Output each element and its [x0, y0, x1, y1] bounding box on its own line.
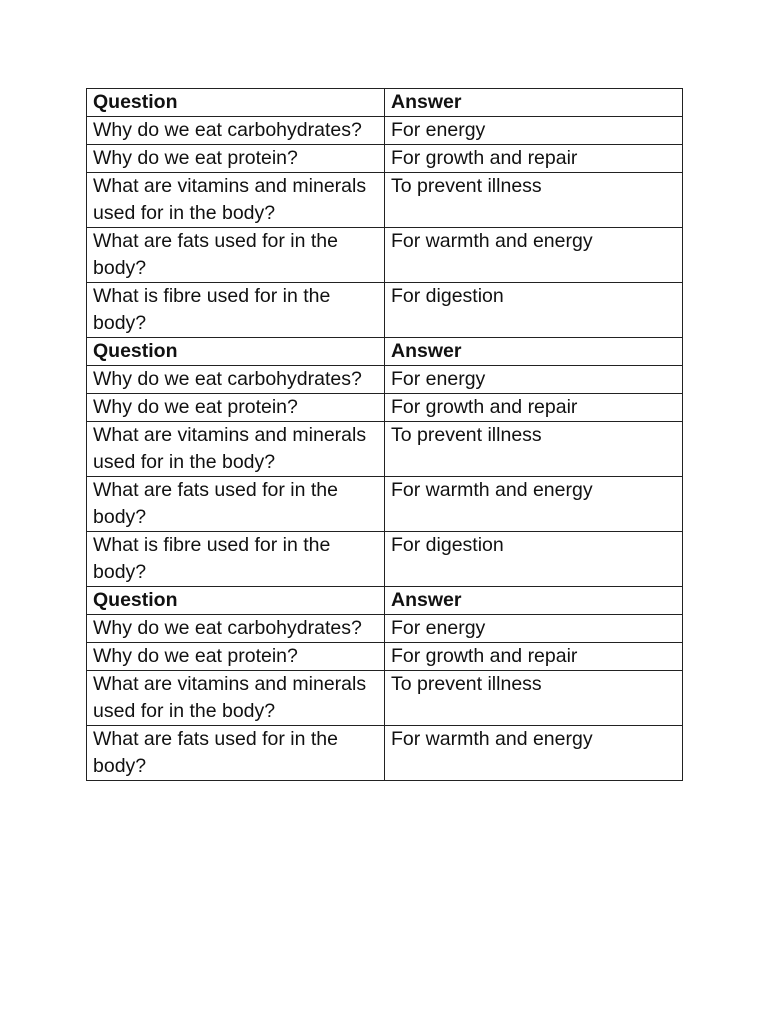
table-row	[87, 532, 683, 587]
header-question: Question	[87, 89, 385, 117]
answer-cell: For warmth and energy	[385, 477, 683, 532]
answer-cell: For digestion	[385, 532, 683, 587]
question-cell: What are fats used for in the body?	[87, 228, 385, 283]
answer-cell: For energy	[385, 117, 683, 145]
table-row	[87, 228, 683, 283]
question-cell: Why do we eat carbohydrates?	[87, 615, 385, 643]
table-header-row	[87, 89, 683, 117]
question-cell: What are fats used for in the body?	[87, 726, 385, 781]
question-cell: Why do we eat carbohydrates?	[87, 117, 385, 145]
answer-cell: To prevent illness	[385, 422, 683, 477]
question-cell: What are vitamins and minerals used for in the body?	[87, 422, 385, 477]
question-cell: Why do we eat protein?	[87, 643, 385, 671]
header-answer: Answer	[385, 89, 683, 117]
answer-cell: For energy	[385, 366, 683, 394]
table-row	[87, 173, 683, 228]
answer-cell: To prevent illness	[385, 173, 683, 228]
question-cell: Why do we eat protein?	[87, 145, 385, 173]
table-header-row	[87, 587, 683, 615]
answer-cell: For growth and repair	[385, 394, 683, 422]
table-row	[87, 366, 683, 394]
question-answer-table	[86, 88, 683, 781]
question-cell: Why do we eat protein?	[87, 394, 385, 422]
table-row	[87, 422, 683, 477]
table-row	[87, 671, 683, 726]
answer-cell: For warmth and energy	[385, 726, 683, 781]
answer-cell: For energy	[385, 615, 683, 643]
header-question: Question	[87, 338, 385, 366]
table-row	[87, 394, 683, 422]
answer-cell: For warmth and energy	[385, 228, 683, 283]
table-row	[87, 145, 683, 173]
question-cell: Why do we eat carbohydrates?	[87, 366, 385, 394]
question-cell: What is fibre used for in the body?	[87, 532, 385, 587]
answer-cell: For digestion	[385, 283, 683, 338]
question-cell: What are vitamins and minerals used for in the body?	[87, 173, 385, 228]
header-question: Question	[87, 587, 385, 615]
table-row	[87, 283, 683, 338]
answer-cell: For growth and repair	[385, 643, 683, 671]
table-row	[87, 643, 683, 671]
table-row	[87, 615, 683, 643]
table-row	[87, 726, 683, 781]
header-answer: Answer	[385, 338, 683, 366]
table-row	[87, 117, 683, 145]
question-cell: What is fibre used for in the body?	[87, 283, 385, 338]
answer-cell: To prevent illness	[385, 671, 683, 726]
question-cell: What are vitamins and minerals used for in the body?	[87, 671, 385, 726]
table-row	[87, 477, 683, 532]
table-header-row	[87, 338, 683, 366]
header-answer: Answer	[385, 587, 683, 615]
question-cell: What are fats used for in the body?	[87, 477, 385, 532]
answer-cell: For growth and repair	[385, 145, 683, 173]
